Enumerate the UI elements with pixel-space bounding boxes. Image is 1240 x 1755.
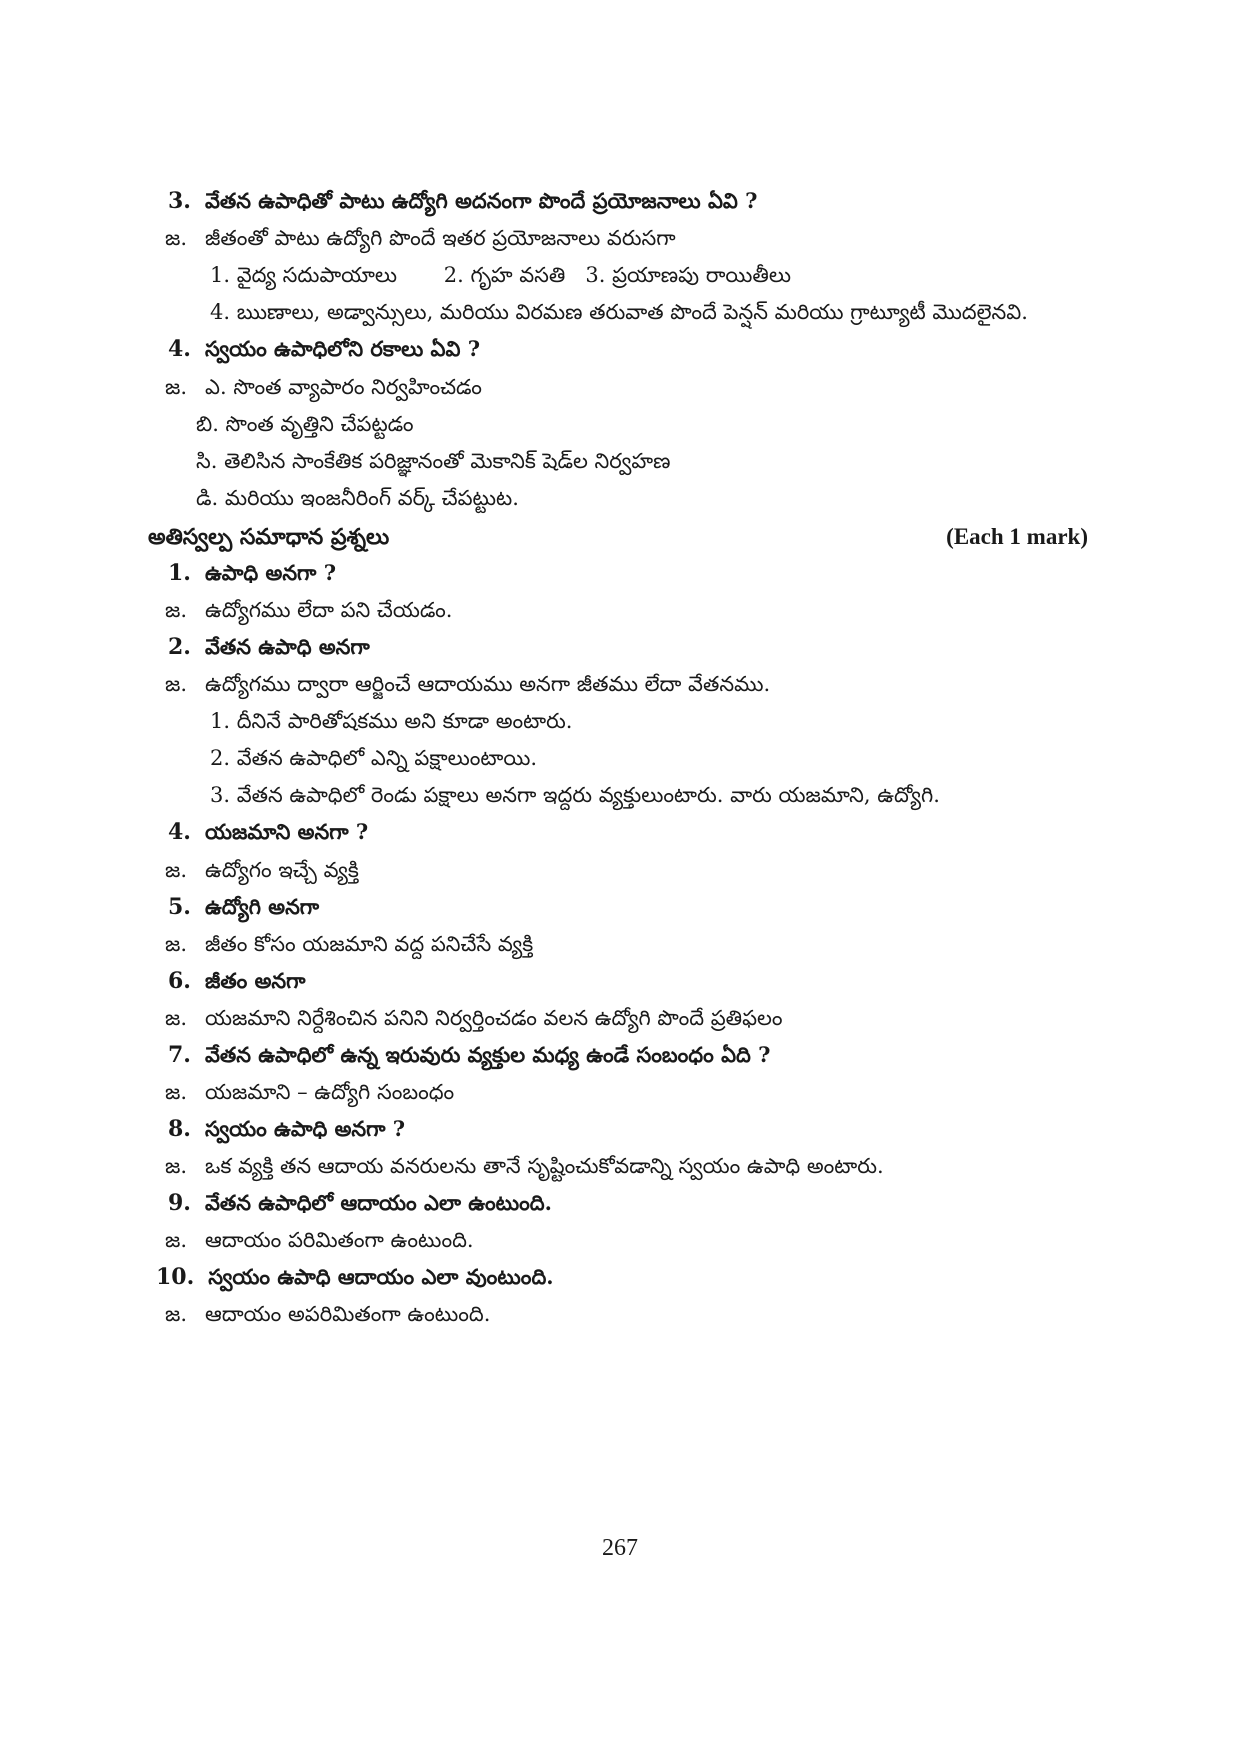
answer-text: యజమాని నిర్దేశించిన పనిని నిర్వర్తించడం వలన ఉద్యోగి పొందే ప్రతిఫలం [205,1006,783,1030]
question-number: 7. [168,1042,191,1068]
answer-7 [165,1077,454,1107]
answer-2-sub-3: 3. వేతన ఉపాధిలో రెండు పక్షాలు అనగా ఇద్దరు వ్యక్తులుంటారు. వారు యజమాని, ఉద్యోగి. [210,783,940,807]
question-text: వేతన ఉపాధి అనగా [204,634,370,659]
question-number: 2. [168,634,191,660]
answer-4-line-b: బి. సొంత వృత్తిని చేపట్టడం [196,412,414,436]
answer-prefix: జ. [165,932,188,956]
answer-10 [165,1299,490,1329]
question-1 [168,558,336,588]
question-number: 1. [168,560,191,586]
answer-prefix: జ. [165,598,188,622]
answer-5 [165,929,533,959]
question-text: జీతం అనగా [204,968,306,993]
answer-4-line-d: డి. మరియు ఇంజనీరింగ్ వర్క్ చేపట్టుట. [196,486,519,510]
question-number: 8. [168,1116,191,1142]
question-3 [168,186,757,216]
answer-3 [165,223,676,253]
answer-prefix: జ. [165,672,188,696]
answer-6 [165,1003,783,1033]
answer-prefix: జ. [165,1228,188,1252]
question-8 [168,1114,405,1144]
question-number: 5. [168,894,191,920]
answer-text: ఉద్యోగం ఇచ్చే వ్యక్తి [205,858,359,882]
question-number: 3. [168,188,191,214]
answer-4b [165,855,359,885]
answer-2-sub-1: 1. దీనినే పారితోషకము అని కూడా అంటారు. [210,709,573,733]
question-text: స్వయం ఉపాధిలోని రకాలు ఏవి ? [204,336,481,361]
question-number: 6. [168,968,191,994]
question-6 [168,966,306,996]
section-heading [148,521,1088,553]
question-number: 4. [168,819,191,845]
question-number: 9. [168,1190,191,1216]
question-10 [156,1262,554,1292]
question-4b [168,817,368,847]
answer-prefix: జ. [165,1154,188,1178]
answer-text: జీతం కోసం యజమాని వద్ద పనిచేసే వ్యక్తి [205,932,534,956]
question-text: వేతన ఉపాధిలో ఆదాయం ఎలా ఉంటుంది. [204,1190,552,1215]
section-marks: (Each 1 mark) [946,524,1088,549]
answer-8 [165,1151,884,1181]
question-5 [168,892,319,922]
answer-4 [165,372,482,402]
section-title: అతిస్వల్ప సమాధాన ప్రశ్నలు [148,524,390,550]
answer-text: ఆదాయం పరిమితంగా ఉంటుంది. [205,1228,474,1252]
question-text: ఉపాధి అనగా ? [204,560,337,585]
answer-2-sub-2: 2. వేతన ఉపాధిలో ఎన్ని పక్షాలుంటాయి. [210,746,537,770]
answer-prefix: జ. [165,1080,188,1104]
question-7 [168,1040,770,1070]
question-2 [168,632,370,662]
question-4 [168,334,480,364]
answer-text: ఒక వ్యక్తి తన ఆదాయ వనరులను తానే సృష్టించుకోవడాన్ని స్వయం ఉపాధి అంటారు. [205,1154,884,1178]
answer-3-line-2: 4. ఋణాలు, అడ్వాన్సులు, మరియు విరమణ తరువాత పొందే పెన్షన్ మరియు గ్రాట్యూటీ మొదలైనవి. [210,300,1028,324]
question-text: వేతన ఉపాధిలో ఉన్న ఇరువురు వ్యక్తుల మధ్య ఉండే సంబంధం ఏది ? [204,1042,771,1067]
answer-3-line-1: 1. వైద్య సదుపాయాలు 2. గృహ వసతి 3. ప్రయాణపు రాయితీలు [210,263,791,287]
answer-text: ఆదాయం అపరిమితంగా ఉంటుంది. [205,1302,491,1326]
answer-text: ఉద్యోగము లేదా పని చేయడం. [205,598,453,622]
question-text: స్వయం ఉపాధి ఆదాయం ఎలా వుంటుంది. [208,1264,554,1289]
question-text: స్వయం ఉపాధి అనగా ? [204,1116,406,1141]
question-9 [168,1188,552,1218]
answer-9 [165,1225,474,1255]
answer-text: ఎ. సొంత వ్యాపారం నిర్వహించడం [205,375,482,399]
question-text: ఉద్యోగి అనగా [204,894,320,919]
question-text: యజమాని అనగా ? [204,819,369,844]
answer-text: జీతంతో పాటు ఉద్యోగి పొందే ఇతర ప్రయోజనాలు వరుసగా [205,226,676,250]
answer-text: ఉద్యోగము ద్వారా ఆర్జించే ఆదాయము అనగా జీతము లేదా వేతనము. [205,672,771,696]
answer-2 [165,669,770,699]
answer-prefix: జ. [165,858,188,882]
question-text: వేతన ఉపాధితో పాటు ఉద్యోగి అదనంగా పొందే ప్రయోజనాలు ఏవి ? [204,188,758,213]
answer-text: యజమాని – ఉద్యోగి సంబంధం [205,1080,455,1104]
page-number: 267 [602,1535,638,1561]
answer-1 [165,595,452,625]
question-number: 4. [168,336,191,362]
answer-prefix: జ. [165,1006,188,1030]
question-number: 10. [156,1264,195,1290]
answer-prefix: జ. [165,226,188,250]
answer-prefix: జ. [165,1302,188,1326]
answer-prefix: జ. [165,375,188,399]
answer-4-line-c: సి. తెలిసిన సాంకేతిక పరిజ్ఞానంతో మెకానిక్ షెడ్‌ల నిర్వహణ [196,449,671,473]
